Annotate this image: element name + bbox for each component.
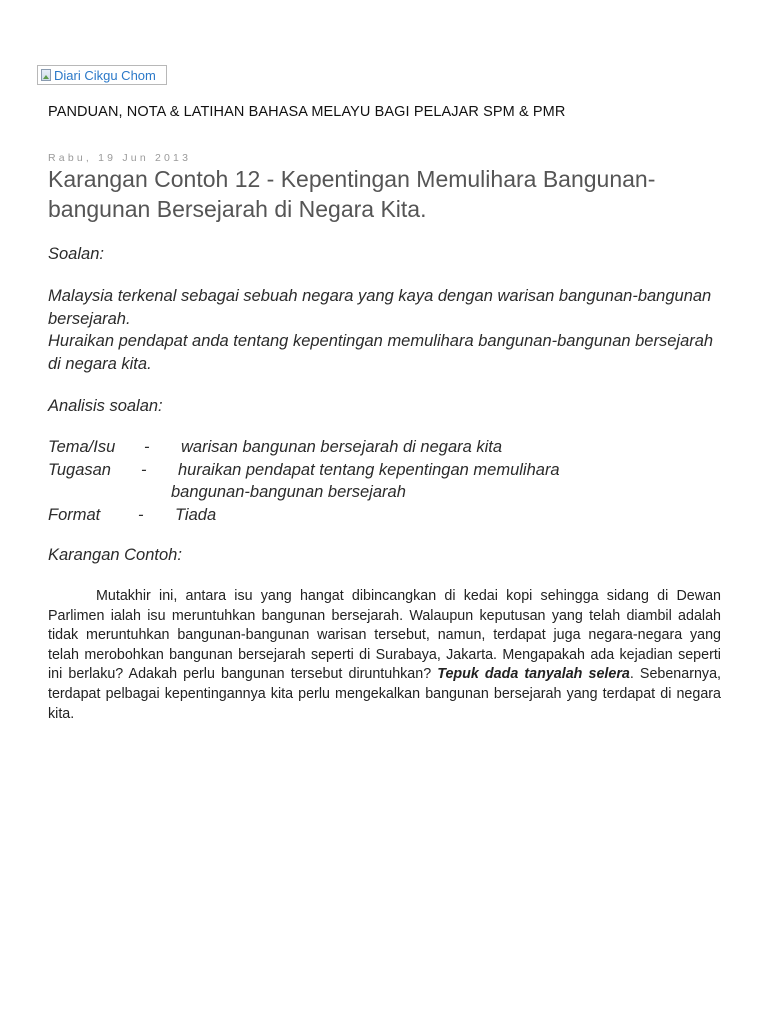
- analysis-value-continued: bangunan-bangunan bersejarah: [171, 483, 406, 501]
- question-line-2: Huraikan pendapat anda tentang kepentingan memulihara bangunan-bangunan bersejarah di negara kita.: [48, 332, 714, 373]
- analysis-value: warisan bangunan bersejarah di negara kita: [181, 438, 503, 456]
- essay-emphasis: Tepuk dada tanyalah selera: [437, 666, 630, 683]
- analysis-key: Format: [48, 505, 101, 524]
- analisis-label: Analisis soalan:: [48, 397, 163, 415]
- analysis-row-format: [48, 504, 728, 527]
- analysis-row-tugasan: [48, 459, 728, 482]
- post-date: Rabu, 19 Jun 2013: [48, 152, 192, 164]
- analysis-dash: -: [141, 460, 147, 479]
- analysis-key: Tema/Isu: [48, 438, 116, 456]
- broken-image-icon: [40, 68, 52, 82]
- soalan-label: Soalan:: [48, 245, 104, 263]
- essay-text-before: Mutakhir ini, antara isu yang hangat dibincangkan di kedai kopi sehingga sidang di Dewan Parlimen ialah isu meruntuhkan bangunan bersejarah. Walaupun keputusan yang telah diambil adalah tidak meruntuhkan bangunan-bangunan warisan tersebut, namun, terdapat juga negara-negara yang telah merobohkan bangunan bersejarah seperti di Surabaya, Jakarta. Mengapakah ada kejadian seperti ini berlaku? Adakah perlu bangunan tersebut diruntuhkan?: [48, 588, 721, 683]
- analysis-table: [48, 436, 728, 526]
- blog-description: PANDUAN, NOTA & LATIHAN BAHASA MELAYU BAGI PELAJAR SPM & PMR: [48, 104, 566, 120]
- analysis-key: Tugasan: [48, 460, 111, 479]
- essay-text-after: . Sebenarnya, terdapat pelbagai kepentingannya kita perlu mengekalkan bangunan bersejarah yang terdapat di negara kita.: [48, 666, 721, 722]
- karangan-contoh-label: Karangan Contoh:: [48, 546, 182, 564]
- analysis-row-tema: [48, 436, 728, 459]
- analysis-dash: -: [144, 438, 150, 456]
- essay-paragraph: [48, 587, 721, 724]
- analysis-value: huraikan pendapat tentang kepentingan memulihara: [178, 460, 560, 479]
- question-text: [48, 285, 728, 375]
- blog-logo-link[interactable]: [37, 65, 167, 85]
- question-line-1: Malaysia terkenal sebagai sebuah negara yang kaya dengan warisan bangunan-bangunan bersejarah.: [48, 287, 712, 328]
- logo-alt-text: Diari Cikgu Chom: [54, 67, 156, 83]
- analysis-value: Tiada: [175, 505, 217, 524]
- analysis-dash: -: [138, 505, 144, 524]
- analysis-row-tugasan-cont: [48, 481, 728, 504]
- post-title: Karangan Contoh 12 - Kepentingan Memulihara Bangunan-bangunan Bersejarah di Negara Kita.: [48, 166, 656, 222]
